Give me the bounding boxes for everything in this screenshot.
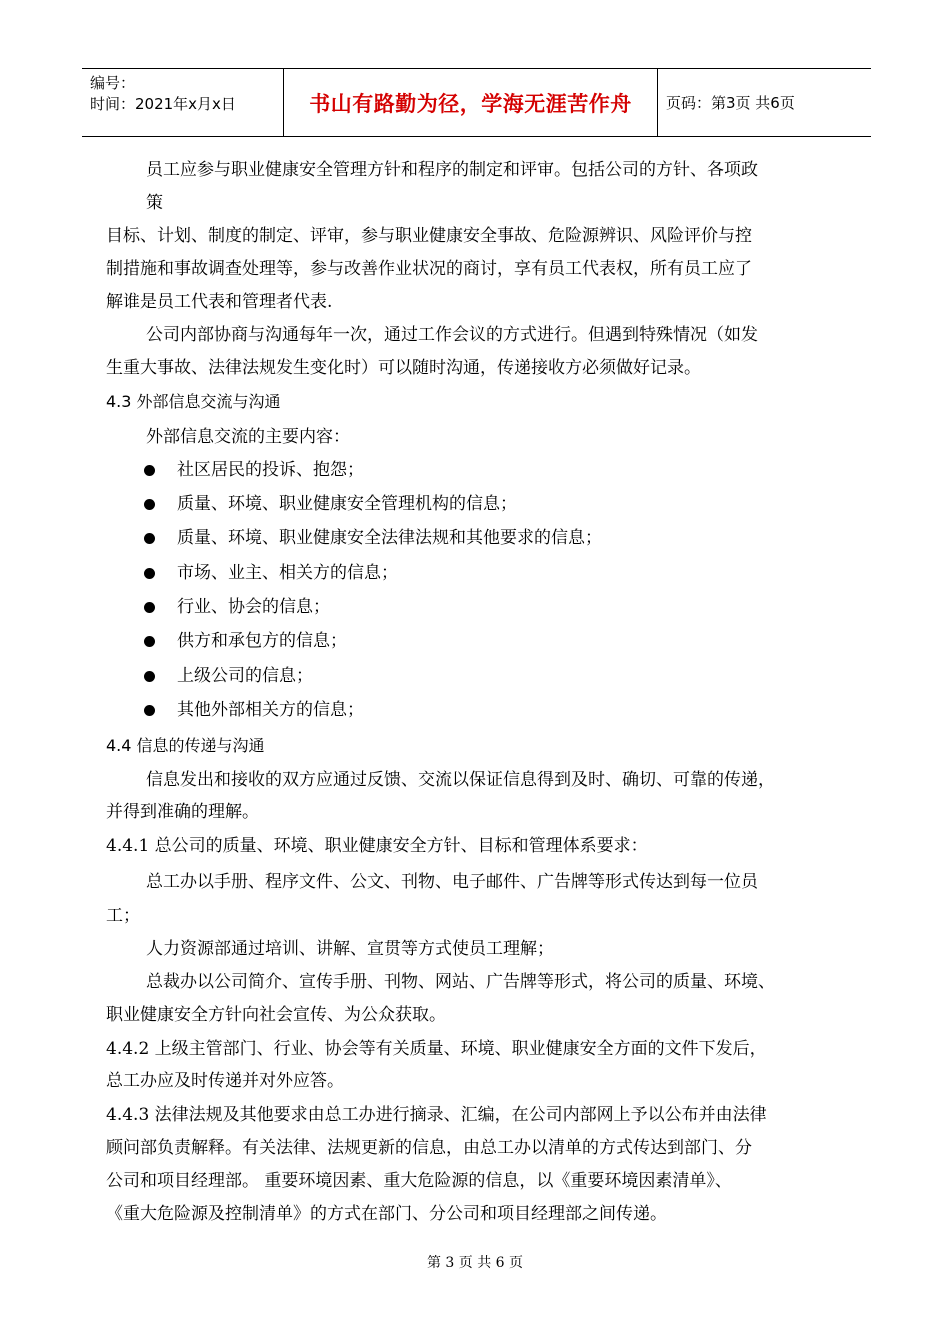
bullet-icon bbox=[144, 533, 155, 544]
paragraph-line: 信息发出和接收的双方应通过反馈、交流以保证信息得到及时、确切、可靠的传递， bbox=[146, 770, 775, 790]
bullet-icon bbox=[144, 499, 155, 510]
header-motto: 书山有路勤为径，学海无涯苦作舟 bbox=[309, 91, 632, 116]
bullet-icon bbox=[144, 465, 155, 476]
list-item: 市场、业主、相关方的信息； bbox=[177, 563, 398, 583]
list-item: 行业、协会的信息； bbox=[177, 597, 330, 617]
list-item: 质量、环境、职业健康安全管理机构的信息； bbox=[177, 494, 517, 514]
paragraph-line: 生重大事故、法律法规发生变化时）可以随时沟通，传递接收方必须做好记录。 bbox=[106, 358, 701, 378]
paragraph-line: 外部信息交流的主要内容： bbox=[146, 427, 350, 447]
section-heading: 4.3 外部信息交流与沟通 bbox=[106, 392, 281, 411]
subsection-line: 4.4.2 上级主管部门、行业、协会等有关质量、环境、职业健康安全方面的文件下发后， bbox=[106, 1039, 767, 1059]
paragraph-line: 公司和项目经理部。 重要环境因素、重大危险源的信息，以《重要环境因素清单》、 bbox=[106, 1171, 732, 1191]
list-item: 社区居民的投诉、抱怨； bbox=[177, 460, 364, 480]
header-motto-cell bbox=[284, 69, 658, 136]
header-meta-cell bbox=[82, 69, 284, 136]
paragraph-line: 人力资源部通过培训、讲解、宣贯等方式使员工理解； bbox=[146, 939, 554, 959]
list-item: 供方和承包方的信息； bbox=[177, 631, 347, 651]
list-item: 上级公司的信息； bbox=[177, 666, 313, 686]
page-footer: 第 3 页 共 6 页 bbox=[426, 1255, 524, 1271]
bullet-icon bbox=[144, 602, 155, 613]
paragraph-line: 总工办应及时传递并对外应答。 bbox=[106, 1071, 344, 1091]
paragraph-line: 《重大危险源及控制清单》的方式在部门、分公司和项目经理部之间传递。 bbox=[106, 1204, 667, 1224]
paragraph-line: 并得到准确的理解。 bbox=[106, 802, 259, 822]
bullet-icon bbox=[144, 705, 155, 716]
paragraph-line: 工； bbox=[106, 906, 140, 926]
header-page-cell bbox=[658, 69, 871, 136]
bullet-icon bbox=[144, 568, 155, 579]
document-number-label: 编号： bbox=[90, 74, 136, 92]
list-item: 质量、环境、职业健康安全法律法规和其他要求的信息； bbox=[177, 528, 602, 548]
bullet-icon bbox=[144, 636, 155, 647]
subsection-line: 4.4.3 法律法规及其他要求由总工办进行摘录、汇编，在公司内部网上予以公布并由法律 bbox=[106, 1105, 767, 1125]
paragraph-line: 策 bbox=[146, 193, 163, 213]
paragraph-line: 解谁是员工代表和管理者代表. bbox=[106, 292, 333, 312]
page-header-table bbox=[82, 68, 871, 137]
bullet-icon bbox=[144, 671, 155, 682]
paragraph-line: 职业健康安全方针向社会宣传、为公众获取。 bbox=[106, 1005, 446, 1025]
paragraph-line: 目标、计划、制度的制定、评审，参与职业健康安全事故、危险源辨识、风险评价与控 bbox=[106, 226, 752, 246]
paragraph-line: 员工应参与职业健康安全管理方针和程序的制定和评审。包括公司的方针、各项政 bbox=[146, 160, 758, 180]
document-time-label: 时间：2021年x月x日 bbox=[90, 95, 236, 113]
paragraph-line: 总裁办以公司简介、宣传手册、刊物、网站、广告牌等形式，将公司的质量、环境、 bbox=[146, 972, 775, 992]
subsection-line: 4.4.1 总公司的质量、环境、职业健康安全方针、目标和管理体系要求： bbox=[106, 836, 648, 856]
paragraph-line: 公司内部协商与沟通每年一次，通过工作会议的方式进行。但遇到特殊情况（如发 bbox=[146, 325, 758, 345]
header-page-code: 页码：第3页 共6页 bbox=[666, 94, 795, 112]
paragraph-line: 制措施和事故调查处理等，参与改善作业状况的商讨，享有员工代表权，所有员工应了 bbox=[106, 259, 752, 279]
paragraph-line: 总工办以手册、程序文件、公文、刊物、电子邮件、广告牌等形式传达到每一位员 bbox=[146, 872, 758, 892]
paragraph-line: 顾问部负责解释。有关法律、法规更新的信息，由总工办以清单的方式传达到部门、分 bbox=[106, 1138, 752, 1158]
section-heading: 4.4 信息的传递与沟通 bbox=[106, 736, 265, 755]
list-item: 其他外部相关方的信息； bbox=[177, 700, 364, 720]
